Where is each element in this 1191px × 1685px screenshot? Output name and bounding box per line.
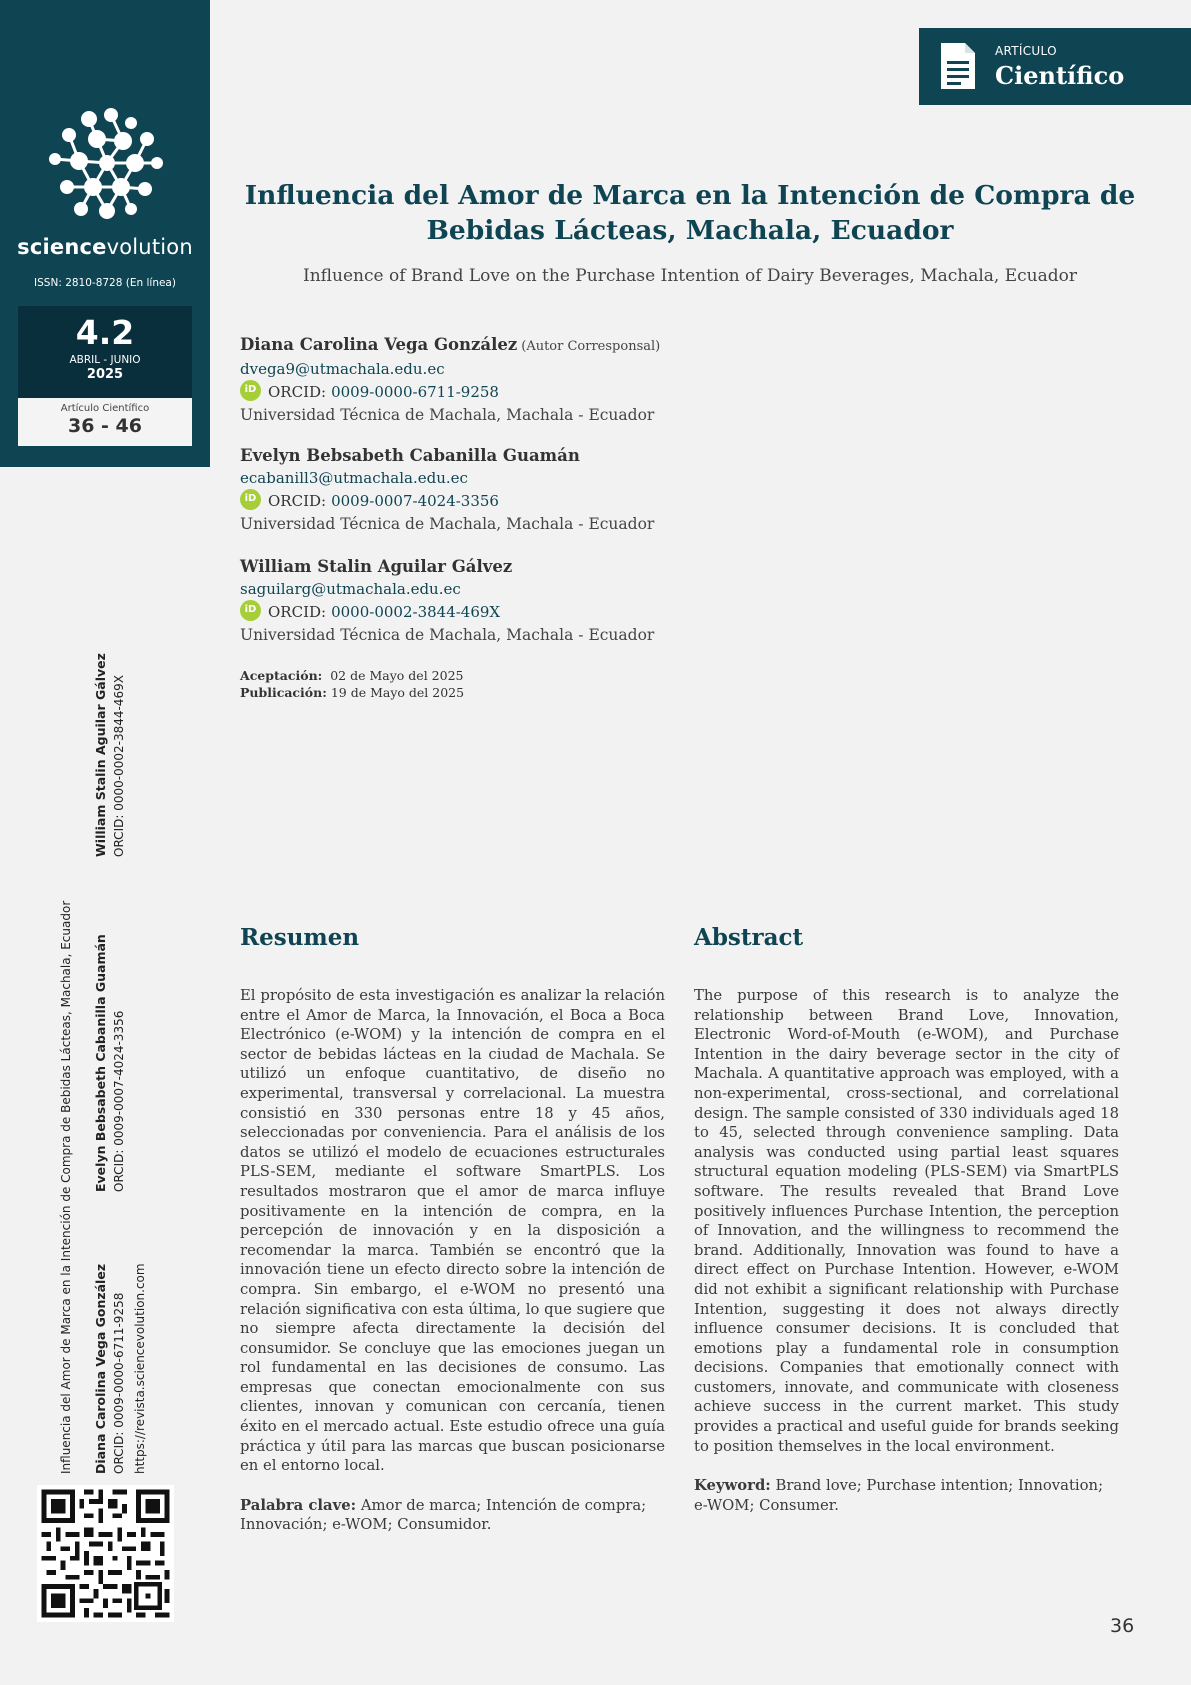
- vertical-url[interactable]: https://revista.sciencevolution.com: [133, 1263, 147, 1474]
- author-orcid: iD ORCID: 0009-0007-4024-3356: [240, 489, 940, 513]
- abstract-body: The purpose of this research is to analyze the relationship between Brand Love, Innovation, Electronic Word-of-Mouth (e-WOM), and Purchase Intention in the dairy beverage sector in the city of Machala. A quantitative approach was employed, with a non-experimental, cross-sectional, and correlational design. The sample consisted of 330 individuals aged 18 to 45, selected through convenience sampling. Data analysis was conducted using partial least squares structural equation modeling (PLS-SEM) via SmartPLS software. The results revealed that Brand Love positively influences Purchase Intention, the perception of Innovation, and the willingness to recommend the brand. Additionally, Innovation was found to have a direct effect on Purchase Intention. However, e-WOM did not exhibit a significant relationship with Purchase Intention, suggesting it does not always directly influence consumer decisions. It is concluded that emotions play a fundamental role in consumption decisions. Companies that emotionally connect with customers, innovate, and communicate with closeness achieve success in the current market. This study provides a practical and useful guide for brands seeking to position themselves in the local environment.: [694, 987, 1119, 1455]
- resumen-section: [240, 920, 665, 1535]
- vertical-author-1: Diana Carolina Vega González ORCID: 0009-0000-6711-9258: [93, 1263, 126, 1474]
- author-block-2: [240, 445, 940, 535]
- orcid-link[interactable]: 0009-0007-4024-3356: [331, 492, 499, 510]
- page-number: 36: [1110, 1615, 1135, 1637]
- page-range: 36 - 46: [68, 415, 142, 437]
- author-role: (Autor Corresponsal): [521, 339, 661, 354]
- abstract-keywords: Keyword: Brand love; Purchase intention; Innovation; e-WOM; Consumer.: [694, 1477, 1104, 1514]
- badge-label-small: ARTÍCULO: [995, 44, 1057, 58]
- author-name: Diana Carolina Vega González (Autor Corresponsal): [240, 335, 661, 354]
- orcid-link[interactable]: 0000-0002-3844-469X: [331, 603, 501, 621]
- author-institution: Universidad Técnica de Machala, Machala - Ecuador: [240, 515, 655, 533]
- author-email[interactable]: saguilarg@utmachala.edu.ec: [240, 580, 461, 598]
- author-orcid: iD ORCID: 0009-0000-6711-9258: [240, 380, 940, 404]
- journal-sidebar: [0, 0, 210, 467]
- abstract-section: [694, 920, 1119, 1515]
- author-email[interactable]: ecabanill3@utmachala.edu.ec: [240, 469, 468, 487]
- orcid-icon: iD: [240, 380, 261, 401]
- author-institution: Universidad Técnica de Machala, Machala - Ecuador: [240, 406, 655, 424]
- author-block-1: [240, 334, 940, 426]
- resumen-keywords: Palabra clave: Amor de marca; Intención de compra; Innovación; e-WOM; Consumidor.: [240, 1496, 647, 1534]
- author-name: William Stalin Aguilar Gálvez: [240, 557, 513, 576]
- publication-date: Publicación: 19 de Mayo del 2025: [240, 685, 465, 700]
- volume-box: [18, 306, 192, 398]
- article-type: Artículo Científico: [60, 403, 150, 414]
- article-type-badge: [919, 28, 1191, 105]
- orcid-icon: iD: [240, 600, 261, 621]
- abstract-heading: Abstract: [694, 924, 804, 951]
- volume-number: 4.2: [75, 313, 135, 352]
- author-email[interactable]: dvega9@utmachala.edu.ec: [240, 360, 445, 378]
- volume-year: 2025: [86, 367, 124, 382]
- sciencevolution-logo-icon: [45, 105, 165, 225]
- resumen-heading: Resumen: [240, 924, 360, 951]
- issn: ISSN: 2810-8728 (En línea): [34, 277, 176, 289]
- volume-months: ABRIL - JUNIO: [69, 354, 141, 366]
- resumen-body: El propósito de esta investigación es analizar la relación entre el Amor de Marca, la Innovación, el Boca a Boca Electrónico (e-WOM) y la intención de compra en el sector de bebidas lácteas en la ciudad de Machala. Se utilizó un enfoque cuantitativo, de diseño no experimental, transversal y correlacional. La muestra consistió en 330 personas entre 18 y 45 años, seleccionadas por conveniencia. Para el análisis de los datos se utilizó el modelo de ecuaciones estructurales PLS-SEM, mediante el software SmartPLS. Los resultados mostraron que el amor de marca influye positivamente en la intención de compra, en la percepción de innovación y en la disposición a recomendar la marca. También se encontró que la innovación tiene un efecto directo sobre la intención de compra. Sin embargo, el e-WOM no presentó una relación significativa con esta última, lo que sugiere que no siempre afecta directamente la decisión del consumidor. Se concluye que las emociones juegan un rol fundamental en las decisiones de consumo. Las empresas que conectan emocionalmente con sus clientes, innovan y comunican con cercanía, tienen éxito en el mercado actual. Este estudio ofrece una guía práctica y útil para las marcas que buscan posicionarse en el entorno local.: [240, 987, 665, 1475]
- article-subtitle: Influence of Brand Love on the Purchase Intention of Dairy Beverages, Machala, Ecuador: [303, 266, 1077, 286]
- author-institution: Universidad Técnica de Machala, Machala - Ecuador: [240, 626, 655, 644]
- author-orcid: iD ORCID: 0000-0002-3844-469X: [240, 600, 940, 624]
- pages-box: [18, 398, 192, 446]
- acceptance-date: Aceptación: 02 de Mayo del 2025: [240, 668, 464, 683]
- vertical-title: Influencia del Amor de Marca en la Intención de Compra de Bebidas Lácteas, Machala, Ecuador: [59, 900, 73, 1474]
- publication-dates: [240, 667, 464, 701]
- vertical-author-2: Evelyn Bebsabeth Cabanilla Guamán ORCID: 0009-0007-4024-3356: [93, 934, 126, 1192]
- orcid-link[interactable]: 0009-0000-6711-9258: [331, 383, 499, 401]
- author-block-3: [240, 556, 940, 646]
- article-title: Influencia del Amor de Marca en la Intención de Compra de Bebidas Lácteas, Machala, Ecuador: [244, 180, 1136, 246]
- qr-code[interactable]: [37, 1485, 174, 1622]
- orcid-icon: iD: [240, 489, 261, 510]
- brand-name: sciencevolution: [17, 235, 193, 259]
- document-icon: [939, 41, 977, 91]
- badge-label-big: Científico: [995, 61, 1125, 90]
- author-name: Evelyn Bebsabeth Cabanilla Guamán: [240, 446, 580, 465]
- vertical-author-3: William Stalin Aguilar Gálvez ORCID: 0000-0002-3844-469X: [93, 653, 126, 857]
